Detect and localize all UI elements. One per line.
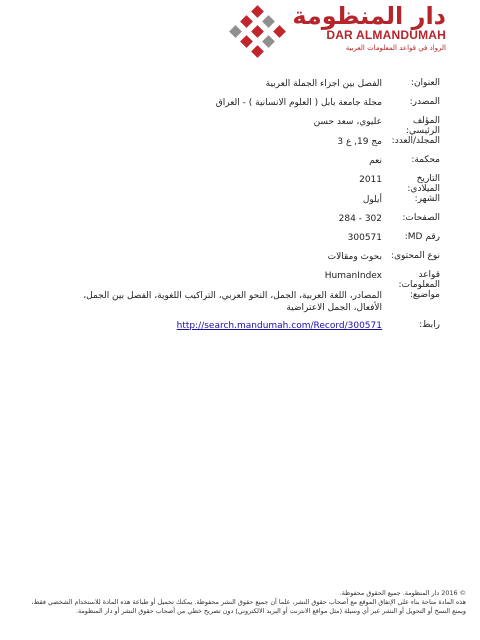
field-label: المؤلف الرئيسي: [406, 116, 440, 136]
field-subjects [80, 290, 440, 320]
record-metadata [80, 78, 440, 339]
field-author [80, 116, 440, 136]
field-databases [80, 270, 440, 290]
field-label: محكمة: [411, 155, 440, 165]
field-value: HumanIndex [324, 271, 382, 281]
field-value: أيلول [362, 195, 382, 205]
copyright-line: © 2016 دار المنظومة. جميع الحقوق محفوظة. [339, 589, 466, 597]
field-title [80, 78, 440, 97]
field-label: الشهر: [414, 194, 440, 204]
field-label: الصفحات: [402, 213, 440, 223]
field-label: العنوان: [410, 78, 440, 88]
field-value-wrapper [80, 320, 382, 332]
field-label: المصدر: [409, 97, 440, 107]
field-value: مج 19, ع 3 [337, 137, 382, 147]
field-value: نعم [369, 156, 382, 166]
copyright-footer [16, 589, 466, 616]
logo-arabic-name: دار المنظومة [292, 2, 446, 30]
publisher-logo [226, 4, 446, 60]
field-value: 300571 [347, 233, 382, 243]
field-content-type [80, 251, 440, 270]
record-link[interactable]: http://search.mandumah.com/Record/300571 [176, 321, 382, 331]
field-peer-reviewed [80, 155, 440, 174]
field-label: رابط: [419, 320, 440, 330]
field-year [80, 174, 440, 194]
field-md-number [80, 232, 440, 251]
field-value: مجلة جامعة بابل ( العلوم الانسانية ) - العراق [215, 98, 382, 108]
field-month [80, 194, 440, 213]
logo-english-name: DAR ALMANDUMAH [326, 28, 446, 42]
field-value: الفصل بين اجزاء الجملة العربية [265, 79, 382, 89]
field-label: المجلد/العدد: [391, 136, 440, 146]
field-value: المصادر، اللغة العربية، الجمل، النحو العربي، التراكيب اللغوية، الفصل بين الجمل، الأفعال، الجمل الاعتراضية [83, 291, 382, 313]
field-volume-issue [80, 136, 440, 155]
field-source [80, 97, 440, 116]
field-label: نوع المحتوى: [390, 251, 440, 261]
field-pages [80, 213, 440, 232]
field-label: قواعد المعلومات: [398, 270, 440, 290]
field-label: مواضيع: [409, 290, 440, 300]
field-value: عليوي، سعد حسن [313, 117, 382, 127]
field-value: 2011 [359, 175, 382, 185]
field-link [80, 320, 440, 339]
field-label: رقم MD: [404, 232, 440, 242]
copyright-notice: هذه المادة متاحة بناء على الإتفاق الموقع مع أصحاب حقوق النشر، علما أن جميع حقوق النشر محفوظة. يمكنك تحميل أو طباعة هذه المادة للاستخدام الشخصي فقط، ويمنع النسخ أو التحويل أو النشر عبر أي وسيلة (مثل مواقع الانترنت أو البريد الالكتروني) دون تصريح خطي من أصحاب حقوق النشر أو دار المنظومة. [31, 598, 466, 615]
field-value: 284 - 302 [338, 214, 382, 224]
field-label: التاريخ الميلادي: [407, 174, 440, 194]
logo-tagline: الرواد في قواعد المعلومات العربية [345, 44, 446, 52]
field-value: بحوث ومقالات [327, 252, 382, 262]
diamond-mark-icon [226, 4, 296, 60]
